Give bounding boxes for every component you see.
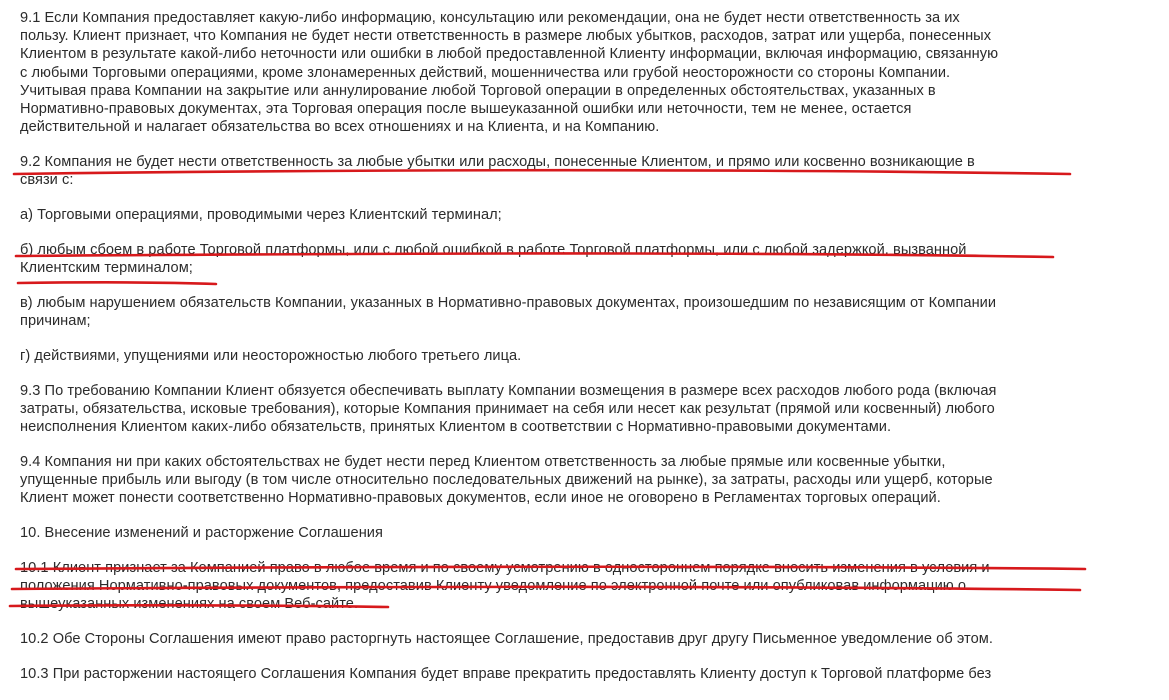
text-line: б) любым сбоем в работе Торговой платформы, или с любой ошибкой в работе Торговой платформы, или с любой задержкой, вызванной xyxy=(20,241,967,258)
paragraph-9-4 xyxy=(20,453,1110,508)
text-line: а) Торговыми операциями, проводимыми через Клиентский терминал; xyxy=(20,207,502,224)
text-line: 10.1 Клиент признает за Компанией право в любое время и по своему усмотрению в одностороннем порядке вносить изменения в условия и xyxy=(20,559,990,576)
text-line: 10. Внесение изменений и расторжение Соглашения xyxy=(20,525,383,542)
text-line: Учитывая права Компании на закрытие или аннулирование любой Торговой операции в определенных обстоятельствах, указанных в xyxy=(20,82,936,99)
text-line: затраты, обязательства, исковые требования), которые Компания принимает на себя или несет как результат (прямой или косвенный) любого xyxy=(20,400,995,417)
section-heading-10 xyxy=(20,524,1110,542)
paragraph-9-2-v xyxy=(20,294,1110,330)
text-line: Нормативно-правовых документах, эта Торговая операция после вышеуказанной ошибки или неточности, тем не менее, остается xyxy=(20,101,912,118)
text-line: в) любым нарушением обязательств Компании, указанных в Нормативно-правовых документах, произошедшим по независящим от Компании xyxy=(20,294,997,311)
text-line: 9.3 По требованию Компании Клиент обязуется обеспечивать выплату Компании возмещения в размере всех расходов любого рода (включая xyxy=(20,382,997,399)
text-line: положения Нормативно-правовых документов, предоставив Клиенту уведомление по электронной почте или опубликовав информацию о xyxy=(20,578,967,595)
text-line: неисполнения Клиентом каких-либо обязательств, принятых Клиентом в соответствии с Нормативно-правовыми документами. xyxy=(20,419,892,436)
paragraph-9-3 xyxy=(20,382,1110,437)
paragraph-10-3 xyxy=(20,665,1110,683)
text-line: Клиент может понести соответственно Нормативно-правовых документов, если иное не оговорено в Регламентах торговых операций. xyxy=(20,490,941,507)
text-line: 10.2 Обе Стороны Соглашения имеют право расторгнуть настоящее Соглашение, предоставив друг другу Письменное уведомление об этом. xyxy=(20,631,993,648)
text-line: Клиентским терминалом; xyxy=(20,260,193,277)
text-line: вышеуказанных изменениях на своем Веб-сайте. xyxy=(20,596,359,613)
text-line: Клиентом в результате какой-либо неточности или ошибки в любой предоставленной Клиенту информации, включая информацию, связанную xyxy=(20,46,999,63)
text-line: с любыми Торговыми операциями, кроме злонамеренных действий, мошенничества или грубой неосторожности со стороны Компании. xyxy=(20,64,951,81)
text-line: упущенные прибыль или выгоду (в том числе относительно последовательных движений на рынке), за затраты, расходы или ущерб, которые xyxy=(20,472,993,489)
text-line: 9.4 Компания ни при каких обстоятельствах не будет нести перед Клиентом ответственность за любые прямые или косвенные убытки, xyxy=(20,453,946,470)
paragraph-9-2-b xyxy=(20,241,1110,277)
paragraph-9-1 xyxy=(20,9,1110,136)
text-line: действительной и налагает обязательства во всех отношениях и на Клиента, и на Компанию. xyxy=(20,119,660,136)
document-body xyxy=(20,9,1110,700)
text-line: связи с: xyxy=(20,172,74,189)
paragraph-10-2 xyxy=(20,630,1110,648)
paragraph-10-1 xyxy=(20,559,1110,614)
text-line: 9.1 Если Компания предоставляет какую-либо информацию, консультацию или рекомендации, она не будет нести ответственность за их xyxy=(20,10,960,26)
text-line: пользу. Клиент признает, что Компания не будет нести ответственность в размере любых убытков, расходов, затрат или ущерба, понесенных xyxy=(20,28,992,45)
text-line: 10.3 При расторжении настоящего Соглашения Компания будет вправе прекратить предоставлять Клиенту доступ к Торговой платформе без xyxy=(20,665,992,682)
text-line: причинам; xyxy=(20,313,91,330)
paragraph-9-2-g xyxy=(20,347,1110,365)
paragraph-9-2 xyxy=(20,153,1110,189)
text-line: 9.2 Компания не будет нести ответственность за любые убытки или расходы, понесенные Клиентом, и прямо или косвенно возникающие в xyxy=(20,154,975,171)
text-line: г) действиями, упущениями или неосторожностью любого третьего лица. xyxy=(20,347,522,364)
paragraph-9-2-a xyxy=(20,206,1110,224)
